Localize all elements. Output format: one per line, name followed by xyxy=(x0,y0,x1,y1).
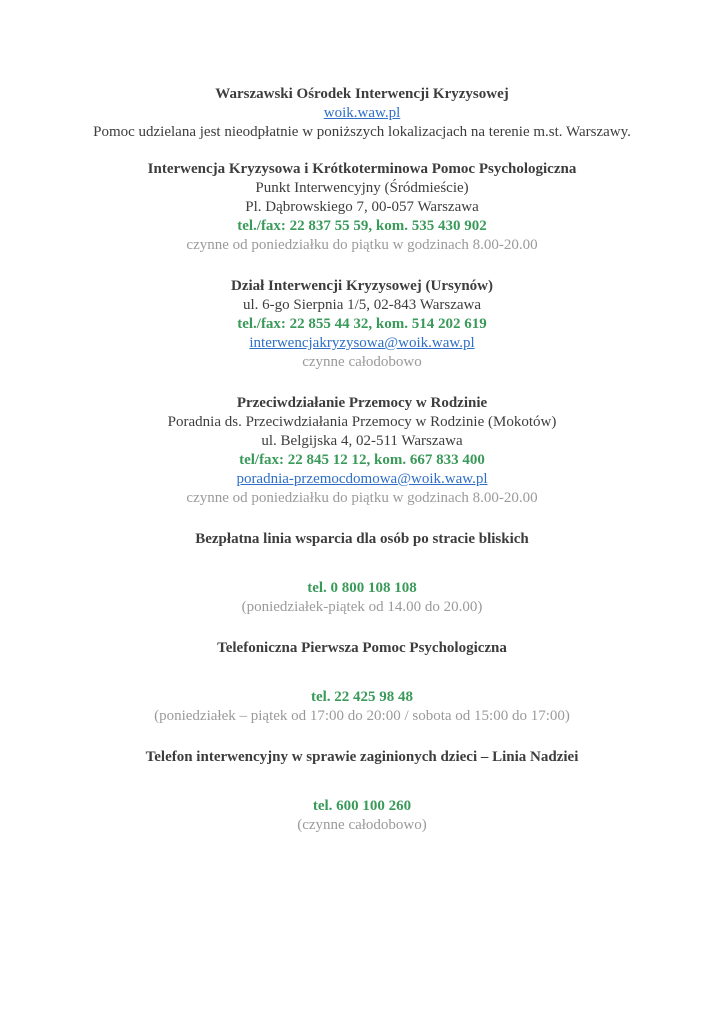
section-domestic-violence xyxy=(50,394,674,508)
intro-text: Pomoc udzielana jest nieodpłatnie w poniższych lokalizacjach na terenie m.st. Warszawy. xyxy=(93,124,631,140)
section-missing-children xyxy=(50,748,674,835)
section-phone: tel/fax: 22 845 12 12, kom. 667 833 400 xyxy=(239,452,485,468)
document-page xyxy=(50,85,674,835)
section-phone: tel./fax: 22 855 44 32, kom. 514 202 619 xyxy=(237,316,487,332)
section-phone: tel. 0 800 108 108 xyxy=(307,580,417,596)
email-link[interactable]: interwencjakryzysowa@woik.waw.pl xyxy=(249,335,475,351)
section-address: ul. 6-go Sierpnia 1/5, 02-843 Warszawa xyxy=(242,297,482,313)
section-ursynow xyxy=(50,277,674,372)
section-phone: tel. 22 425 98 48 xyxy=(310,689,414,705)
section-title: Bezpłatna linia wsparcia dla osób po stracie bliskich xyxy=(195,531,529,547)
section-crisis-intervention xyxy=(50,160,674,255)
section-unit: Punkt Interwencyjny (Śródmieście) xyxy=(255,180,469,196)
section-phone: tel. 600 100 260 xyxy=(312,798,412,814)
section-title: Interwencja Kryzysowa i Krótkoterminowa Pomoc Psychologiczna xyxy=(147,161,577,177)
section-hours: (poniedziałek-piątek od 14.00 do 20.00) xyxy=(241,599,483,615)
section-title: Telefoniczna Pierwsza Pomoc Psychologiczna xyxy=(217,640,507,656)
section-bereavement-line xyxy=(50,530,674,617)
section-address: Pl. Dąbrowskiego 7, 00-057 Warszawa xyxy=(245,199,479,215)
section-phone-first-aid xyxy=(50,639,674,726)
section-title: Przeciwdziałanie Przemocy w Rodzinie xyxy=(236,395,488,411)
section-hours: (czynne całodobowo) xyxy=(297,817,427,833)
section-hours: czynne od poniedziałku do piątku w godzinach 8.00-20.00 xyxy=(186,490,538,506)
email-link[interactable]: poradnia-przemocdomowa@woik.waw.pl xyxy=(236,471,488,487)
section-unit: Poradnia ds. Przeciwdziałania Przemocy w Rodzinie (Mokotów) xyxy=(167,414,557,430)
organization-title: Warszawski Ośrodek Interwencji Kryzysowej xyxy=(215,86,509,102)
section-title: Telefon interwencyjny w sprawie zaginionych dzieci – Linia Nadziei xyxy=(145,749,579,765)
section-phone: tel./fax: 22 837 55 59, kom. 535 430 902 xyxy=(237,218,487,234)
section-title: Dział Interwencji Kryzysowej (Ursynów) xyxy=(230,278,494,294)
section-hours: czynne od poniedziałku do piątku w godzinach 8.00-20.00 xyxy=(186,237,538,253)
website-link[interactable]: woik.waw.pl xyxy=(323,105,401,121)
section-hours: czynne całodobowo xyxy=(302,354,422,370)
section-hours: (poniedziałek – piątek od 17:00 do 20:00 / sobota od 15:00 do 17:00) xyxy=(154,708,570,724)
header-block xyxy=(50,85,674,142)
section-address: ul. Belgijska 4, 02-511 Warszawa xyxy=(261,433,463,449)
